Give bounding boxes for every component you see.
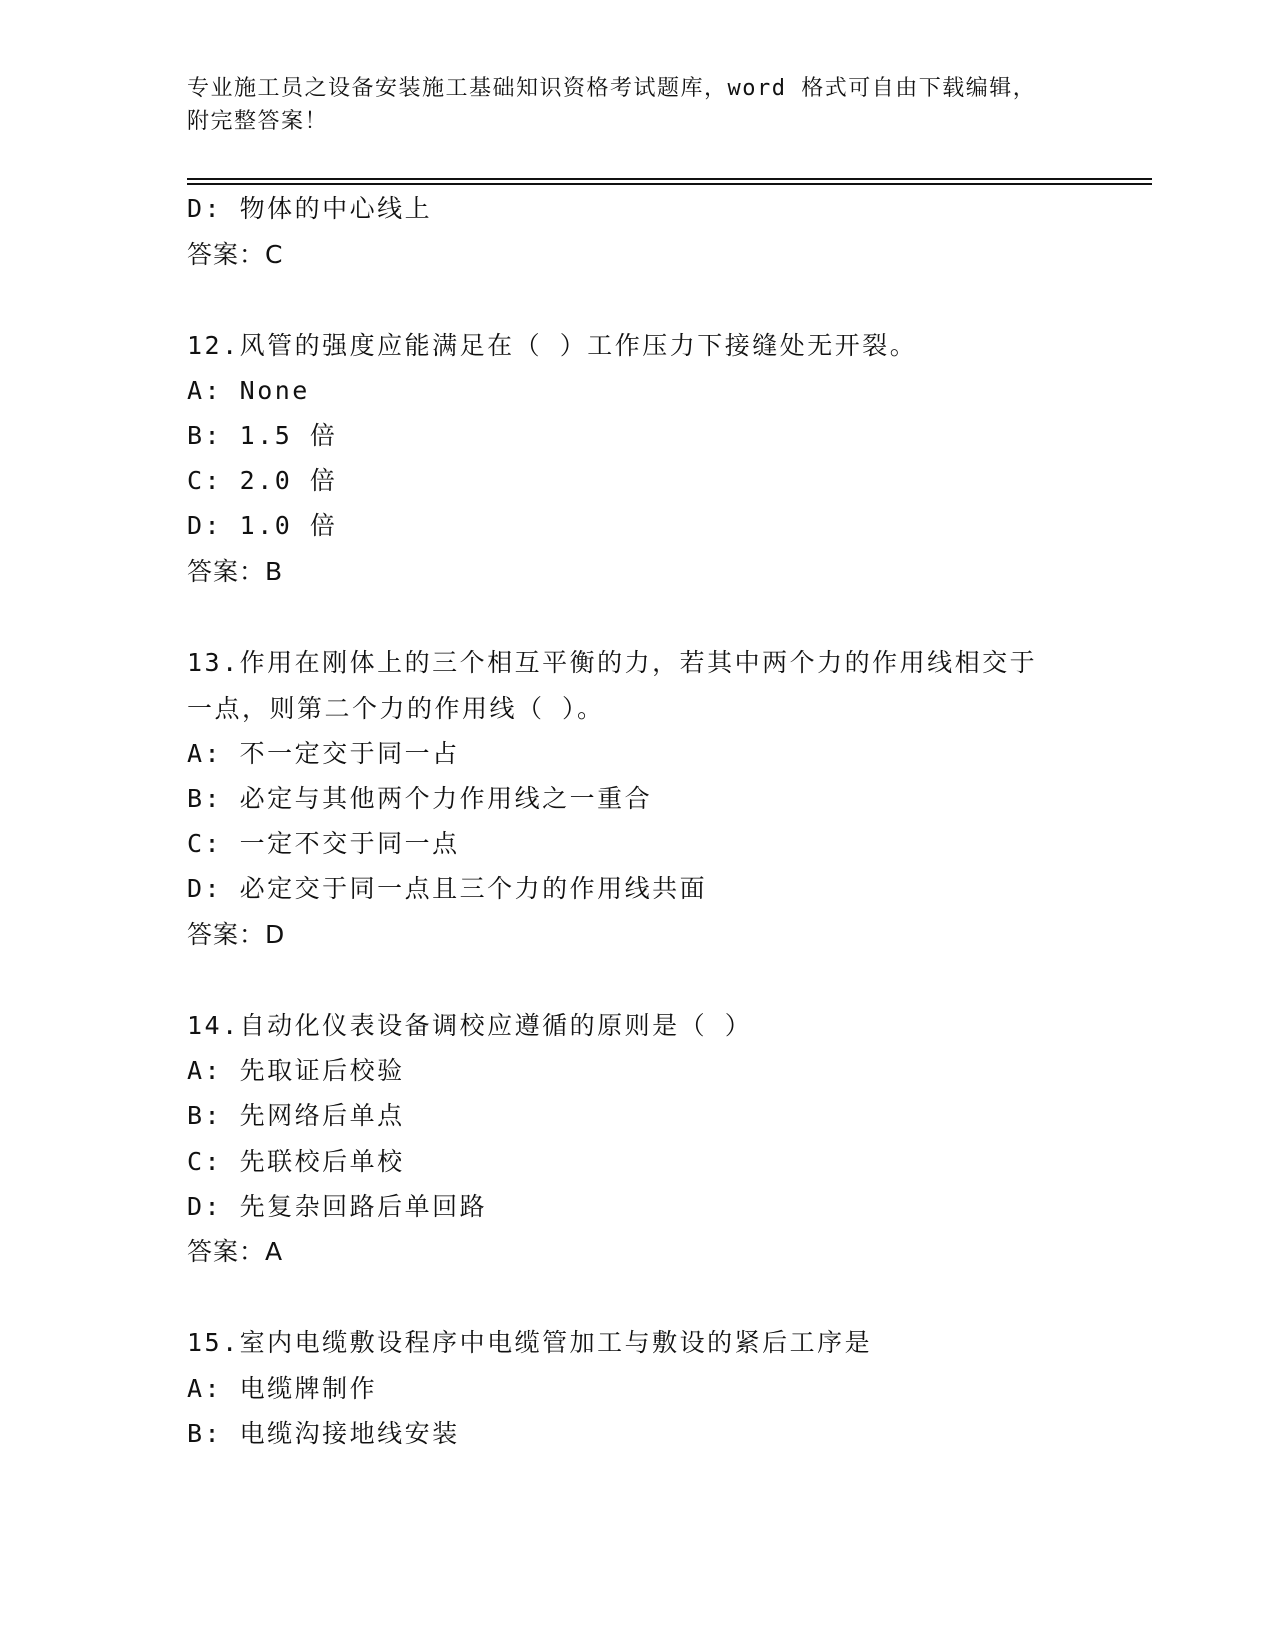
question-12-answer: 答案：B xyxy=(187,557,284,586)
question-13-answer: 答案：D xyxy=(187,920,286,949)
question-12-option-a: A: None xyxy=(187,376,310,405)
header-line-1: 专业施工员之设备安装施工基础知识资格考试题库，word 格式可自由下载编辑， xyxy=(187,76,1037,101)
question-13-option-a: A: 不一定交于同一占 xyxy=(187,739,460,768)
question-14-answer: 答案：A xyxy=(187,1237,284,1266)
question-13-stem-line-2: 一点，则第二个力的作用线（ ）。 xyxy=(187,694,605,723)
question-14-option-b: B: 先网络后单点 xyxy=(187,1101,405,1130)
question-13-option-b: B: 必定与其他两个力作用线之一重合 xyxy=(187,784,653,813)
question-12-option-c: C: 2.0 倍 xyxy=(187,466,338,495)
question-13-option-d: D: 必定交于同一点且三个力的作用线共面 xyxy=(187,874,708,903)
question-12-option-d: D: 1.0 倍 xyxy=(187,511,338,540)
question-14-option-d: D: 先复杂回路后单回路 xyxy=(187,1192,488,1221)
header-divider-top xyxy=(187,178,1152,180)
question-12-stem: 12.风管的强度应能满足在（ ）工作压力下接缝处无开裂。 xyxy=(187,331,918,360)
question-14-option-c: C: 先联校后单校 xyxy=(187,1147,405,1176)
question-13-option-c: C: 一定不交于同一点 xyxy=(187,829,460,858)
question-15-option-a: A: 电缆牌制作 xyxy=(187,1374,378,1403)
header-divider-bottom xyxy=(187,183,1152,185)
header-line-2: 附完整答案！ xyxy=(187,109,329,134)
document-header xyxy=(187,72,1067,138)
prev-option-d: D: 物体的中心线上 xyxy=(187,194,433,223)
question-12-option-b: B: 1.5 倍 xyxy=(187,421,338,450)
question-14-option-a: A: 先取证后校验 xyxy=(187,1056,405,1085)
question-15-stem: 15.室内电缆敷设程序中电缆管加工与敷设的紧后工序是 xyxy=(187,1328,873,1357)
prev-answer: 答案：C xyxy=(187,240,284,269)
question-14-stem: 14.自动化仪表设备调校应遵循的原则是（ ） xyxy=(187,1011,753,1040)
question-13-stem-line-1: 13.作用在刚体上的三个相互平衡的力，若其中两个力的作用线相交于 xyxy=(187,648,1038,677)
question-15-option-b: B: 电缆沟接地线安装 xyxy=(187,1419,460,1448)
